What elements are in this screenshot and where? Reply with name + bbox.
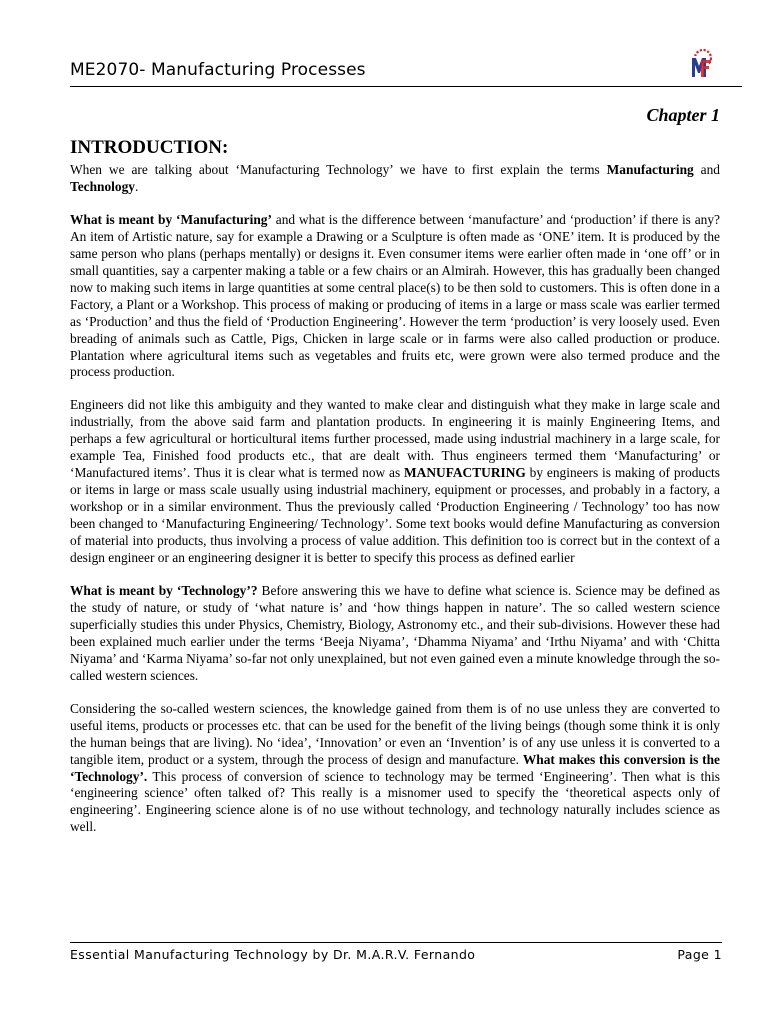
paragraph-text: Before answering this we have to define what science is. Science may be defined as the study of nature, or study of ‘what nature is’ and ‘how things happen in nature’. The so called western science superficially studies this under Physics, Chemistry, Biology, Astronomy etc., and their sub-divisions. However these had been explained much earlier under the terms ‘Beeja Niyama’, ‘Dhamma Niyama’ and ‘Irthu Niyama’ and with ‘Chitta Niyama’ and ‘Karma Niyama’ so-far not only unexplained, but not even gained even a minute knowledge through the so-called western sciences. <box>70 582 720 683</box>
chapter-label: Chapter 1 <box>646 105 720 125</box>
bold-text: What is meant by ‘Manufacturing’ <box>70 211 272 227</box>
body-paragraph <box>70 212 720 382</box>
paragraph-text: This process of conversion of science to technology may be termed ‘Engineering’. Then what is this ‘engineering science’ often talked of? This really is a misnomer used to specify the ‘theoretical aspects only of engineering’. Engineering science alone is of no use without technology, and technology naturally includes science as well. <box>70 768 720 835</box>
body-paragraph <box>70 397 720 567</box>
paragraph-text: . <box>134 178 139 194</box>
page-header <box>70 58 742 88</box>
body-paragraph <box>70 583 720 685</box>
bold-text: Manufacturing <box>606 162 694 177</box>
bold-text: What is meant by ‘Technology’? <box>70 582 258 598</box>
footer-divider <box>70 942 722 943</box>
document-body <box>70 137 720 852</box>
footer-attribution: Essential Manufacturing Technology by Dr. M.A.R.V. Fernando <box>70 947 476 962</box>
paragraph-text: and what is the difference between ‘manufacture’ and ‘production’ if there is any? An item of Artistic nature, say for example a Drawing or a Sculpture is often made as ‘ONE’ item. It is produced by the same person who plans (perhaps mentally) or designs it. Even consumer items were earlier often made in ‘one off’ or in small quantities, say a carpenter making a table or a few chairs or an Almirah. However, this has gradually been changed now to making such items in large quantities at some central place(s) to be then sold to customers. This is often done in a Factory, a Plant or a Workshop. This process of making or producing of items in a large or mass scale was earlier termed as ‘Production’ and thus the field of ‘Production Engineering’. However the term ‘production’ is very loosely used. Even breading of animals such as Cattle, Pigs, Chicken in large scale or in farms were also called production or produce. Plantation where agricultural items such as vegetables and fruits etc, were grown were also termed produce and the process production. <box>70 211 720 380</box>
bold-text: Technology <box>70 178 135 194</box>
paragraph-text: When we are talking about ‘Manufacturing Technology’ we have to first explain the terms <box>70 162 607 177</box>
university-logo-icon <box>687 48 715 80</box>
body-paragraph <box>70 701 720 837</box>
page-number: Page 1 <box>677 947 722 962</box>
section-heading: INTRODUCTION: <box>70 137 229 158</box>
header-title: ME2070- Manufacturing Processes <box>70 60 366 80</box>
paragraph-text: by engineers is making of products or items in large or mass scale usually using industrial machinery, equipment or processes, and probably in a factory, a workshop or in a similar environment. Thus the previously called ‘Production Engineering / Technology’ too has now been changed to ‘Manufacturing Engineering/ Technology’. Some text books would define Manufacturing as conversion of material into products, thus involving a process of value addition. This definition too is correct but in the context of a design engineer or an engineering designer it is better to specify this process as defined earlier <box>70 465 720 566</box>
paragraph-text: Engineers did not like this ambiguity and they wanted to make clear and distinguish what they make in large scale and industrially, from the above said farm and plantation products. In engineering it is mainly Engineering Items, and perhaps a few agricultural or horticultural items further processed, made using industrial machinery in a large scale, for example Tea, Finished food products etc., that are dealt with. Thus engineers termed them ‘Manufacturing’ or ‘Manufactured items’. Thus it is clear what is termed now as <box>70 397 720 481</box>
paragraph-list <box>70 162 720 836</box>
body-paragraph <box>70 162 720 196</box>
page-footer <box>70 947 722 967</box>
bold-text: What makes this conversion is the ‘Technology’. <box>70 751 720 784</box>
paragraph-text: and <box>693 162 720 177</box>
header-divider <box>70 86 742 87</box>
bold-text: MANUFACTURING <box>404 465 526 481</box>
paragraph-text: Considering the so-called western sciences, the knowledge gained from them is of no use unless they are converted to useful items, products or processes etc. that can be used for the benefit of the living beings (though some think it is only the human beings that are living). No ‘idea’, ‘Innovation’ or even an ‘Invention’ is of any use unless it is converted to a tangible item, product or a system, through the process of design and manufacture. <box>70 700 720 767</box>
